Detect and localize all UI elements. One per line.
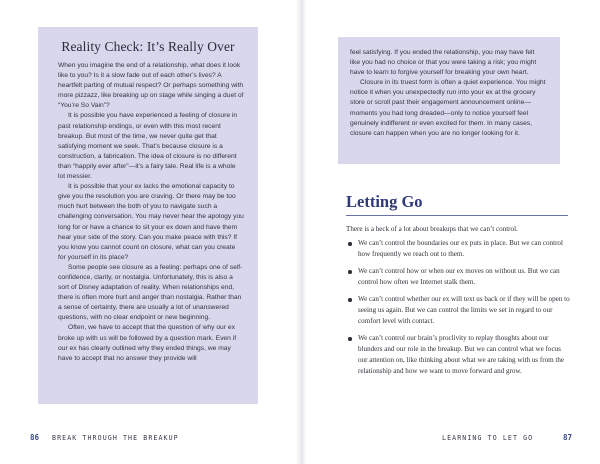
- box-paragraph: Closure in its truest form is often a quiet experience. You might notice it when you unexpectedly run into your ex at the grocery store or scroll past their engagement announcement online—moments you had long dreaded—only to notice yourself feel genuinely indifferent or even excited for them. In many cases, closure can happen when you are no longer looking for it.: [350, 79, 546, 137]
- page-number-right: 87: [563, 433, 573, 442]
- running-head-left: BREAK THROUGH THE BREAKUP: [52, 434, 179, 442]
- continued-box: [338, 37, 560, 164]
- section-intro: There is a heck of a lot about breakups that we can’t control.: [346, 225, 518, 233]
- list-item: [346, 294, 570, 327]
- list-item-text: We can’t control the boundaries our ex puts in place. But we can control how frequently we reach out to them.: [358, 239, 563, 258]
- section-divider: [346, 215, 568, 216]
- box-body: [338, 48, 560, 139]
- section-title: Letting Go: [346, 192, 423, 211]
- reality-check-box: [38, 27, 258, 404]
- bullet-list: [346, 238, 570, 383]
- list-item: [346, 333, 570, 377]
- box-paragraph: feel satisfying. If you ended the relationship, you may have felt like you had no choice or that you were taking a risk; you might have to learn to forgive yourself for breaking your own heart.: [350, 49, 537, 77]
- running-head-right: LEARNING TO LET GO: [442, 434, 534, 442]
- box-paragraph: When you imagine the end of a relationship, what does it look like to you? Is it a slow fade out of each other’s lives? A heartfelt parting of mutual respect? Or perhaps something with more pizzazz, like breaking up on stage while singing a duet of “You’re So Vain”?: [58, 62, 244, 110]
- box-paragraph: Often, we have to accept that the question of why our ex broke up with us will be followed by a question mark. Even if our ex has clearly outlined why they ended things, we may have to accept that no answer they provide will: [58, 324, 237, 362]
- book-gutter: [296, 0, 306, 464]
- bullet-icon: [348, 242, 352, 246]
- bullet-icon: [348, 298, 352, 302]
- box-paragraph: It is possible you have experienced a feeling of closure in past relationship endings, or even with this most recent breakup. But most of the time, we never quite get that satisfying moment we seek. That’s because closure is a construction, a fabrication. The idea of closure is no different than “happily ever after”—it’s a fairy tale. Real life is a whole lot messier.: [58, 112, 238, 181]
- box-paragraph: Some people see closure as a feeling: perhaps one of self-confidence, clarity, or nostalgia. Unfortunately, this is also a sort of Disney adaptation of reality. When relationships end, there is often more hurt and anger than nostalgia. Rather than a sense of certainty, there are usually a lot of unanswered questions, with no clear endpoint or new beginning.: [58, 263, 243, 322]
- list-item-text: We can’t control whether our ex will text us back or if they will be open to seeing us again. But we can control the limits we set in regard to our comfort level with contact.: [358, 295, 570, 325]
- box-title: Reality Check: It’s Really Over: [61, 39, 235, 54]
- bullet-icon: [348, 337, 352, 341]
- page-number-left: 86: [30, 433, 40, 442]
- list-item: [346, 238, 570, 260]
- list-item: [346, 266, 570, 288]
- list-item-text: We can’t control our brain’s proclivity to replay thoughts about our blunders and our role in the breakup. But we can control what we focus our attention on, like thinking about what we are taking with us from the relationship and how we want to move forward and grow.: [358, 334, 565, 375]
- box-body: [38, 61, 258, 364]
- box-paragraph: It is possible that your ex lacks the emotional capacity to give you the resolution you are craving. Or there may be too much hurt between the both of you to navigate such a challenging conversation. You may never hear the apology you long for or have a chance to sit your ex down and have them hear your side of the story. Can you make peace with this? If you know you cannot count on closure, what can you create for yourself in its place?: [58, 183, 244, 261]
- bullet-icon: [348, 270, 352, 274]
- list-item-text: We can’t control how or when our ex moves on without us. But we can control how often we Internet stalk them.: [358, 267, 560, 286]
